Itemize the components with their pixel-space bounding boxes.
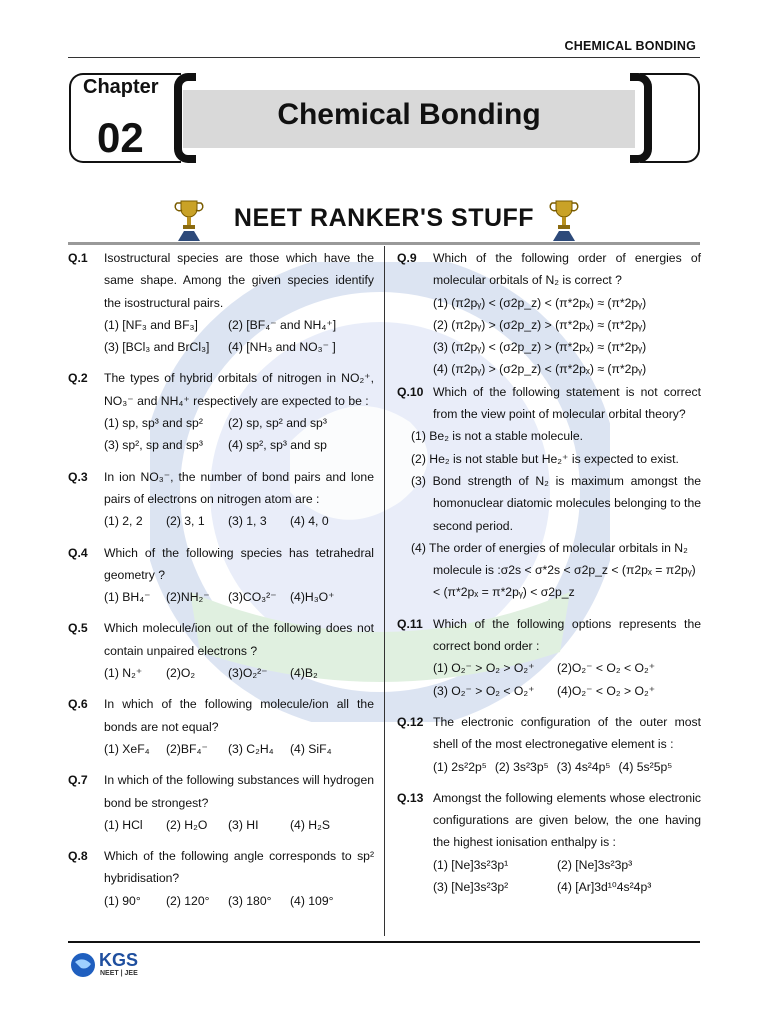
right-end-box — [640, 73, 700, 163]
right-column — [397, 247, 701, 898]
logo-main-text: KGS — [99, 950, 139, 970]
banner-rule — [68, 242, 700, 245]
footer-rule — [68, 941, 700, 943]
question-1 — [68, 247, 374, 358]
question-11 — [397, 613, 701, 702]
option-2: (2) [BF₄⁻ and NH₄⁺] — [228, 317, 337, 332]
option-3: (3) sp², sp and sp³ — [104, 438, 203, 453]
question-text: Which of the following order of energies of molecular orbitals of N₂ is correct ? — [433, 251, 701, 288]
option-1: (1) N₂⁺ — [104, 666, 143, 681]
question-number: Q.1 — [68, 251, 88, 265]
header-rule — [68, 57, 700, 58]
option-4: (4) sp², sp³ and sp — [228, 438, 327, 453]
option-1: (1) [NF₃ and BF₃] — [104, 317, 198, 332]
option-1: (1) HCl — [104, 817, 143, 832]
option-4: (4) [NH₃ and NO₃⁻ ] — [228, 340, 336, 355]
question-2 — [68, 367, 374, 456]
question-6 — [68, 693, 374, 760]
globe-icon — [70, 952, 96, 978]
option-2: (2)NH₂⁻ — [166, 590, 210, 605]
question-text: Which molecule/ion out of the following does not contain unpaired electrons ? — [104, 621, 374, 658]
question-text: Amongst the following elements whose electronic configurations are given below, the one having the highest ionisation enthalpy is : — [433, 790, 701, 850]
question-12 — [397, 711, 701, 778]
option-1: (1) [Ne]3s²3p¹ — [433, 857, 509, 872]
question-number: Q.10 — [397, 384, 424, 399]
question-number: Q.11 — [397, 616, 423, 631]
question-8 — [68, 845, 374, 912]
option-4: (4) [Ar]3d¹⁰4s²4p³ — [557, 880, 652, 895]
option-1: (1) 2s²2p⁵ — [433, 759, 487, 774]
question-number: Q.7 — [68, 773, 88, 788]
question-text: Which of the following options represents the correct bond order : — [433, 616, 701, 654]
question-number: Q.13 — [397, 790, 424, 805]
option-1: (1) O₂⁻ > O₂ > O₂⁺ — [433, 661, 535, 676]
question-text: In which of the following molecule/ion all the bonds are not equal? — [104, 697, 374, 734]
question-text: The electronic configuration of the outer most shell of the most electronegative element is : — [433, 714, 701, 752]
option-4: (4) 4, 0 — [290, 514, 329, 529]
option-1: (1) (π2pᵧ) < (σ2p_z) < (π*2pₓ) ≈ (π*2pᵧ) — [433, 295, 647, 310]
option-3: (3) 180° — [228, 893, 272, 908]
question-text: Which of the following statement is not correct from the view point of molecular orbital theory? — [433, 384, 701, 422]
question-number: Q.3 — [68, 469, 88, 484]
option-4: (4) H₂S — [290, 817, 330, 832]
option-2: (2) 3, 1 — [166, 514, 205, 529]
option-2: (2) He₂ is not stable but He₂⁺ is expected to exist. — [411, 451, 679, 466]
question-number: Q.9 — [397, 251, 417, 265]
left-column — [68, 247, 374, 912]
option-2: (2) 120° — [166, 893, 210, 908]
kgs-logo — [70, 950, 150, 980]
option-4: (4) 109° — [290, 893, 334, 908]
option-3: (3) (π2pᵧ) < (σ2p_z) > (π*2pₓ) ≈ (π*2pᵧ) — [433, 340, 647, 355]
question-13 — [397, 787, 701, 898]
question-5 — [68, 617, 374, 684]
option-4: (4)H₃O⁺ — [290, 590, 335, 605]
logo-sub-text: NEET | JEE — [100, 970, 138, 977]
question-number: Q.8 — [68, 849, 88, 864]
running-header: CHEMICAL BONDING — [564, 39, 696, 53]
option-3: (3) HI — [228, 817, 259, 832]
question-number: Q.12 — [397, 714, 424, 729]
question-number: Q.5 — [68, 621, 88, 636]
chapter-title: Chemical Bonding — [277, 98, 541, 131]
option-1: (1) BH₄⁻ — [104, 590, 151, 605]
option-3: (3) 1, 3 — [228, 514, 267, 529]
option-3: (3) C₂H₄ — [228, 741, 274, 756]
option-3: (3) 4s²4p⁵ — [556, 759, 611, 774]
option-2: (2) (π2pᵧ) > (σ2p_z) > (π*2pₓ) ≈ (π*2pᵧ) — [433, 317, 647, 332]
question-text: In which of the following substances will hydrogen bond be strongest? — [104, 773, 374, 810]
option-3: (3) O₂⁻ > O₂ < O₂⁺ — [433, 683, 535, 698]
option-4: (4) 5s²5p⁵ — [618, 759, 673, 774]
chapter-label: Chapter — [83, 76, 159, 98]
question-text: Isostructural species are those which have the same shape. Among the given species identify the isostructural pairs. — [104, 251, 374, 310]
option-2: (2) 3s²3p⁵ — [494, 759, 549, 774]
option-1: (1) XeF₄ — [104, 741, 150, 756]
question-text: Which of the following angle corresponds to sp² hybridisation? — [104, 849, 374, 886]
question-text: The types of hybrid orbitals of nitrogen in NO₂⁺, NO₃⁻ and NH₄⁺ respectively are expected to be : — [104, 371, 374, 408]
option-1: (1) sp, sp³ and sp² — [104, 416, 203, 431]
option-4: (4) (π2pᵧ) > (σ2p_z) < (π*2pₓ) ≈ (π*2pᵧ) — [433, 362, 647, 377]
option-1: (1) Be₂ is not a stable molecule. — [411, 429, 584, 444]
option-4: (4) The order of energies of molecular orbitals in N₂ molecule is :σ2s < σ*2s < σ2p_z < (π2pₓ = π2pᵧ) < (π*2pₓ = π*2pᵧ) < σ2p_z — [411, 540, 696, 600]
option-2: (2)BF₄⁻ — [166, 741, 208, 756]
option-2: (2) H₂O — [166, 817, 208, 832]
option-2: (2) [Ne]3s²3p³ — [557, 857, 633, 872]
option-1: (1) 2, 2 — [104, 514, 143, 529]
option-4: (4) SiF₄ — [290, 741, 332, 756]
chapter-number: 02 — [97, 114, 144, 161]
option-3: (3)CO₃²⁻ — [228, 590, 277, 605]
question-3 — [68, 466, 374, 533]
option-2: (2)O₂ — [166, 666, 196, 681]
option-3: (3) Bond strength of N₂ is maximum amongst the homonuclear diatomic molecules belonging to the second period. — [411, 473, 701, 533]
trophy-icon — [549, 197, 579, 241]
question-number: Q.4 — [68, 545, 88, 560]
option-3: (3)O₂²⁻ — [228, 666, 268, 681]
option-2: (2)O₂⁻ < O₂ < O₂⁺ — [557, 661, 656, 676]
question-number: Q.2 — [68, 371, 88, 386]
option-3: (3) [Ne]3s²3p² — [433, 880, 509, 895]
question-4 — [68, 542, 374, 609]
option-4: (4)O₂⁻ < O₂ > O₂⁺ — [557, 683, 656, 698]
question-number: Q.6 — [68, 697, 88, 712]
option-1: (1) 90° — [104, 893, 141, 908]
column-divider — [384, 246, 385, 936]
option-3: (3) [BCl₃ and BrCl₃] — [104, 340, 210, 355]
option-2: (2) sp, sp² and sp³ — [228, 416, 327, 431]
question-9 — [397, 247, 701, 381]
question-7 — [68, 769, 374, 836]
section-banner-title: NEET RANKER'S STUFF — [233, 204, 535, 232]
option-4: (4)B₂ — [290, 666, 318, 681]
question-text: In ion NO₃⁻, the number of bond pairs and lone pairs of electrons on nitrogen atom are : — [104, 469, 374, 506]
question-10 — [397, 381, 701, 604]
question-text: Which of the following species has tetrahedral geometry ? — [104, 545, 374, 582]
